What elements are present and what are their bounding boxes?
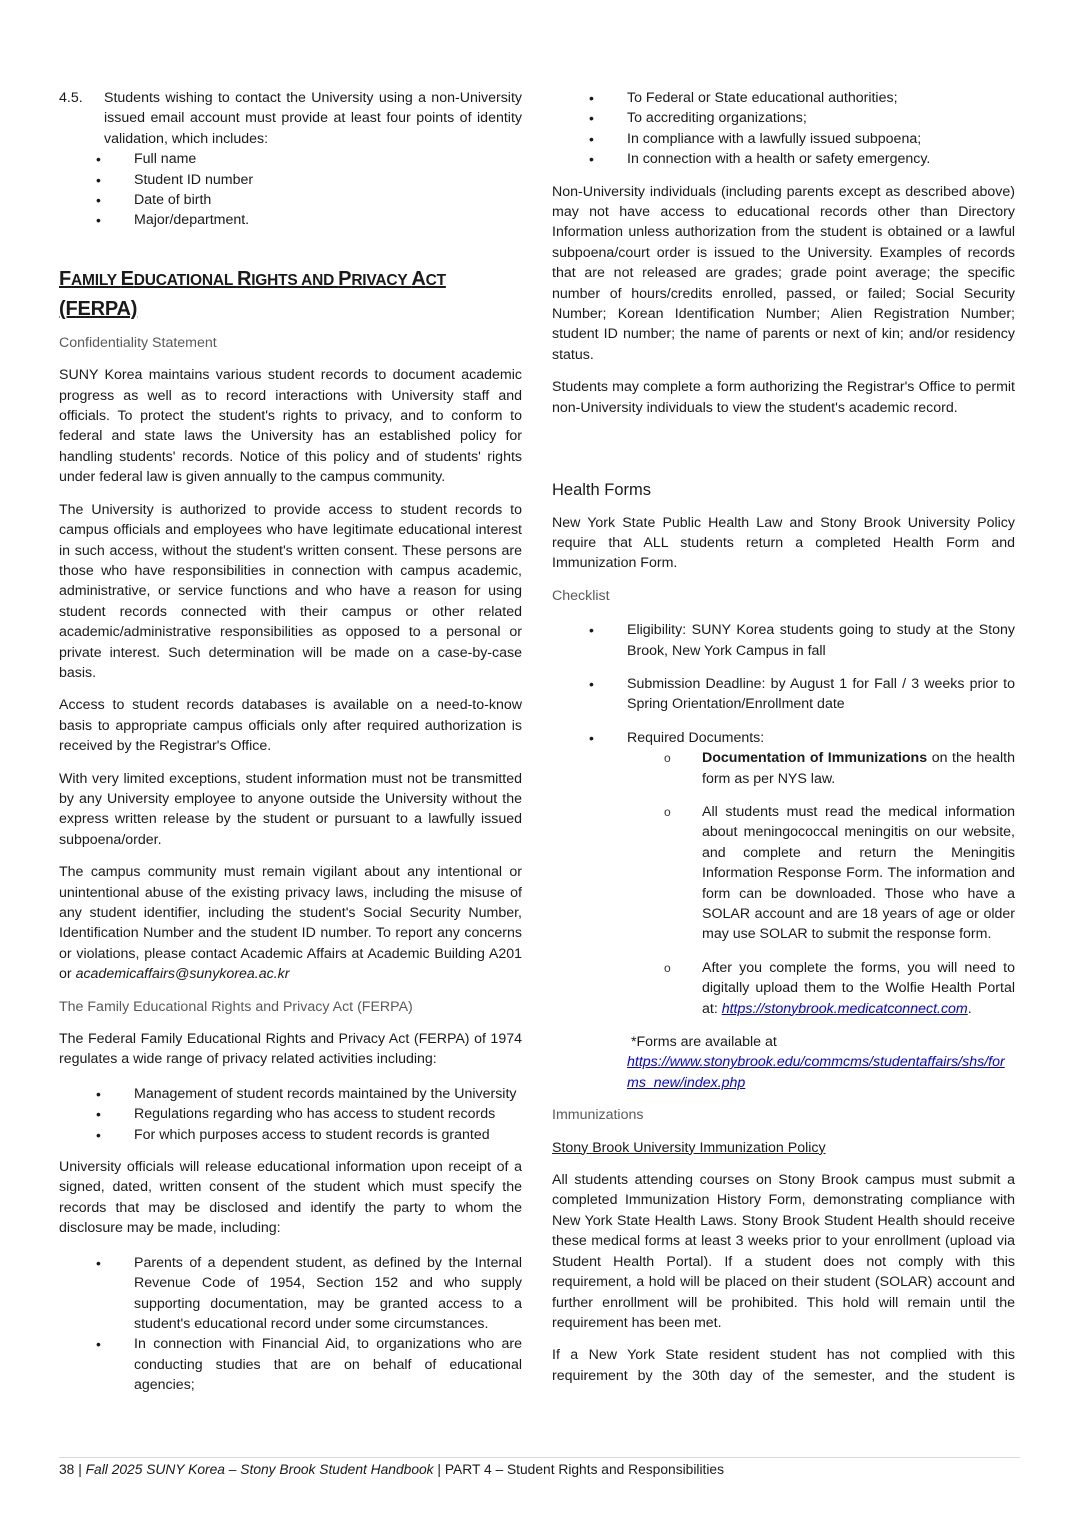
email-link[interactable]: academicaffairs@sunykorea.ac.kr — [75, 966, 290, 983]
heading-smallcaps: RIVACY — [351, 271, 412, 289]
item-4-5 — [59, 88, 522, 149]
paragraph: If a New York State resident student has not complied with this requirement by the 30th day of the semester, and the student is — [552, 1347, 1015, 1384]
handbook-title: Fall 2025 SUNY Korea – Stony Brook Student Handbook — [85, 1462, 434, 1477]
checklist-title: Checklist — [552, 587, 610, 604]
release-list-continued — [552, 88, 1015, 170]
required-label: Required Documents: — [627, 729, 765, 746]
sub-item-meningitis: o All students must read the medical information about meningococcal meningitis on our website, and complete and return the Meningitis Information Response Form. The information and form can be downloaded. Those who have a SOLAR account and are 18 years of age or older may use SOLAR to submit the response form. — [627, 802, 1015, 945]
paragraph: Non-University individuals (including parents except as described above) may not have access to educational records other than Directory Information unless authorization from the student is obtained or a lawful subpoena/court order is issued to the University. Examples of records that are not released are grades; grade point average; the specific number of hours/credits enrolled, passed, or failed; Social Security Number; Korean Identification Number; Alien Registration Number; student ID number; the name of parents or next of kin; and/or residency status. — [552, 183, 1015, 363]
part-title: PART 4 – Student Rights and Responsibilities — [444, 1462, 725, 1477]
sub-item-text: After you complete the forms, you will need to digitally upload them to the Wolfie Health Portal at: — [702, 959, 1015, 1017]
heading-cap: E — [120, 267, 134, 290]
list-item: • Date of birth — [59, 190, 522, 210]
ferpa-activities-list — [59, 1084, 522, 1145]
sub-item-upload — [627, 958, 1015, 1019]
required-documents-list — [627, 748, 1015, 1019]
ferpa-subtitle: The Family Educational Rights and Privacy Act (FERPA) — [59, 998, 413, 1015]
checklist — [552, 620, 1015, 1093]
paragraph: The Federal Family Educational Rights and Privacy Act (FERPA) of 1974 regulates a wide range of privacy related activities including: — [59, 1031, 522, 1068]
list-item: • For which purposes access to student records is granted — [59, 1125, 522, 1145]
list-item: • In compliance with a lawfully issued subpoena; — [552, 129, 1015, 149]
list-item: • Student ID number — [59, 170, 522, 190]
health-forms-title: Health Forms — [552, 481, 652, 500]
list-item: • Full name — [59, 149, 522, 169]
paragraph: New York State Public Health Law and Stony Brook University Policy require that ALL students return a completed Health Form and Immunization Form. — [552, 514, 1015, 572]
left-column — [59, 88, 522, 1408]
right-column — [552, 88, 1015, 1398]
list-item: • Management of student records maintained by the University — [59, 1084, 522, 1104]
heading-cap: P — [338, 267, 352, 290]
heading-line2: (FERPA) — [59, 297, 138, 320]
paragraph: University officials will release educational information upon receipt of a signed, dated, written consent of the student which must specify the records that may be disclosed and identify the party to whom the disclosure may be made, including: — [59, 1159, 522, 1237]
paragraph: All students attending courses on Stony Brook campus must submit a completed Immunization History Form, demonstrating compliance with New York State Health Laws. Stony Brook Student Health should receive these medical forms at least 3 weeks prior to your enrollment (upload via Student Health Portal). If a student does not comply with this requirement, a hold will be placed on their student (SOLAR) account and further enrollment will be prohibited. This hold will remain until the requirement has been met. — [552, 1172, 1015, 1331]
paragraph: SUNY Korea maintains various student records to document academic progress as well as to record interactions with University staff and officials. To protect the student's rights to privacy, and to conform to federal and state laws the University has an established policy for handling students' records. Notice of this policy and of students' rights under federal law is given annually to the campus community. — [59, 367, 522, 486]
separator: | — [433, 1462, 445, 1477]
heading-smallcaps: IGHTS AND — [251, 271, 339, 289]
sub-item-immunizations — [627, 748, 1015, 789]
checklist-item-required — [552, 728, 1015, 1094]
list-item: • Regulations regarding who has access to student records — [59, 1104, 522, 1124]
list-item: • To accrediting organizations; — [552, 108, 1015, 128]
paragraph: With very limited exceptions, student information must not be transmitted by any University employee to anyone outside the University without the express written release by the student or pursuant to a lawfully issued subpoena/order. — [59, 770, 522, 848]
paragraph: The University is authorized to provide access to student records to campus officials and employees who have legitimate educational interest in such access, without the student's written consent. These persons are those who have responsibilities in connection with campus academic, administrative, or service functions and who have a reason for using student records connected with their campus or other related academic/administrative responsibilities as opposed to a personal or private interest. Such determination will be made on a case-by-case basis. — [59, 501, 522, 681]
punct: . — [967, 1000, 972, 1017]
checklist-item-deadline: • Submission Deadline: by August 1 for Fall / 3 weeks prior to Spring Orientation/Enrollment date — [552, 674, 1015, 715]
heading-cap: A — [411, 267, 426, 290]
heading-smallcaps: AMILY — [71, 271, 121, 289]
footer-divider — [59, 1457, 1020, 1458]
checklist-item-eligibility: • Eligibility: SUNY Korea students going to study at the Stony Brook, New York Campus in fall — [552, 620, 1015, 661]
identity-validation-list — [59, 149, 522, 231]
forms-note: *Forms are available at — [627, 1034, 777, 1051]
page-number: 38 — [59, 1462, 75, 1477]
heading-smallcaps: CT — [425, 271, 446, 289]
page-footer — [59, 1461, 724, 1479]
forms-link[interactable]: https://www.stonybrook.edu/commcms/studentaffairs/shs/forms_new/index.php — [627, 1054, 1005, 1091]
heading-cap: R — [236, 267, 252, 290]
immunization-policy-title: Stony Brook University Immunization Policy — [552, 1139, 826, 1156]
paragraph: Students may complete a form authorizing the Registrar's Office to permit non-University individuals to view the student's academic record. — [552, 379, 1015, 416]
confidentiality-title: Confidentiality Statement — [59, 334, 217, 351]
list-item: • Major/department. — [59, 210, 522, 230]
immunizations-title: Immunizations — [552, 1107, 644, 1124]
item-number: 4.5. — [59, 90, 83, 106]
heading-smallcaps: DUCATIONAL — [133, 271, 237, 289]
paragraph: Access to student records databases is available on a need-to-know basis to appropriate campus officials only after required authorization is received by the Registrar's Office. — [59, 697, 522, 755]
paragraph-text: The campus community must remain vigilant about any intentional or unintentional abuse of the existing privacy laws, including the misuse of any student identifier, including the student's Social Security Number, Identification Number and the student ID number. To report any concerns or violations, please contact Academic Affairs at Academic Building A201 or — [59, 864, 522, 983]
release-list — [59, 1253, 522, 1396]
list-item: • Parents of a dependent student, as defined by the Internal Revenue Code of 1954, Section 152 and who supply supporting documentation, may be granted access to a student's educational record under some circumstances. — [59, 1253, 522, 1335]
ferpa-heading — [59, 265, 522, 323]
item-text: Students wishing to contact the University using a non-University issued email account must provide at least four points of identity validation, which includes: — [104, 90, 522, 147]
separator: | — [74, 1462, 86, 1477]
list-item: • To Federal or State educational authorities; — [552, 88, 1015, 108]
heading-cap: F — [59, 267, 72, 290]
bold-text: Documentation of Immunizations — [702, 750, 928, 767]
paragraph-contact — [59, 862, 522, 984]
forms-link-wrap — [627, 1052, 1015, 1093]
medicat-portal-link[interactable]: https://stonybrook.medicatconnect.com — [721, 1000, 968, 1017]
sub-item-text: on the health form as per NYS law. — [702, 750, 1016, 787]
list-item: • In connection with a health or safety emergency. — [552, 149, 1015, 169]
list-item: • In connection with Financial Aid, to organizations who are conducting studies that are on behalf of educational agencies; — [59, 1334, 522, 1395]
